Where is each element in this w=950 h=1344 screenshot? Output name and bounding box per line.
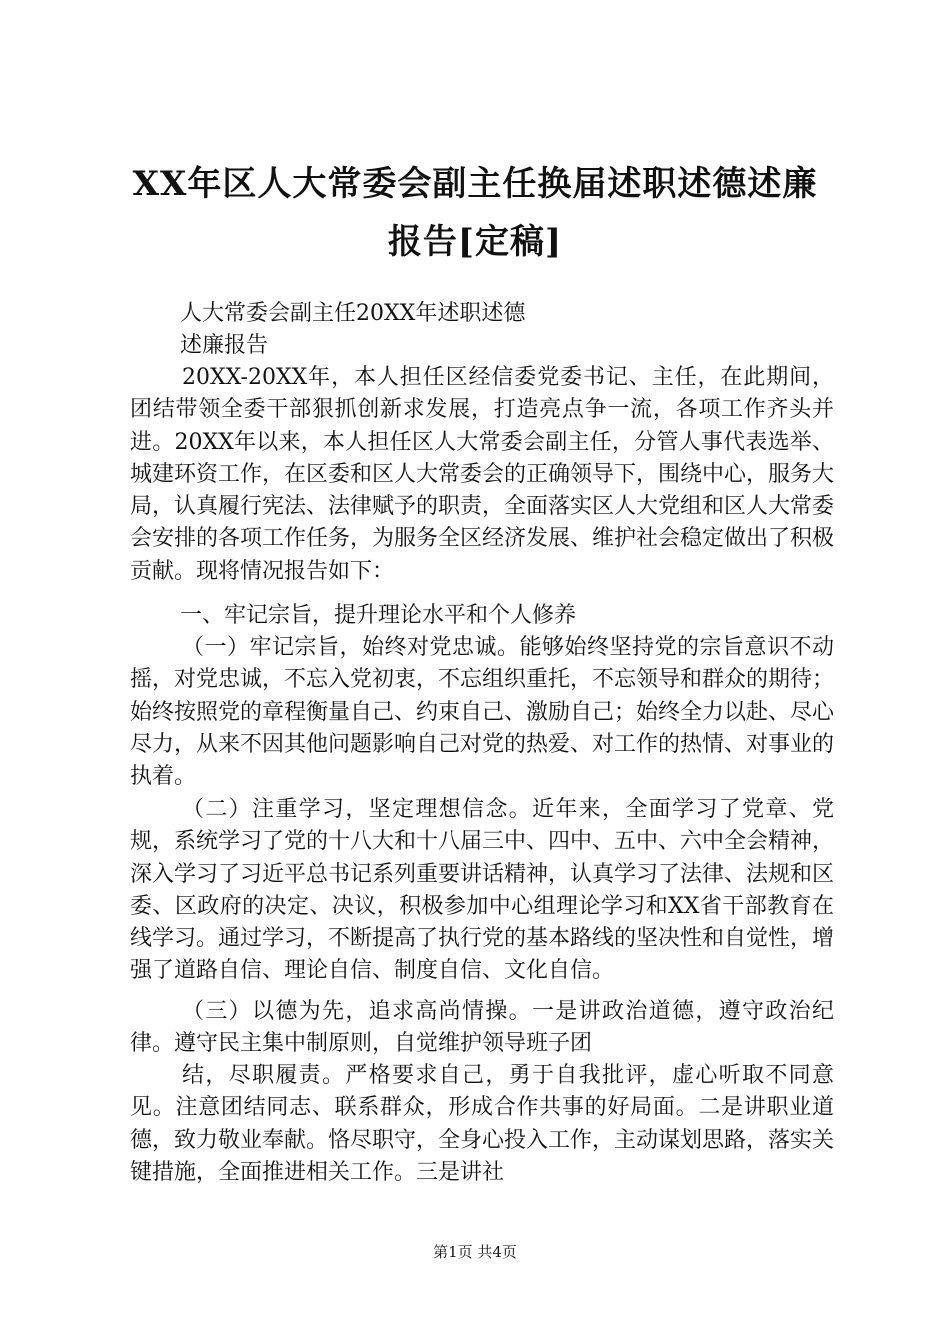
paragraph-continued: 结，尽职履责。严格要求自己，勇于自我批评，虚心听取不同意见。注意团结同志、联系群众，形成合作共事的好局面。二是讲职业道德，致力敬业奉献。恪尽职守，全身心投入工作，主动谋划思路，落实关键措施，全面推进相关工作。三是讲社 — [130, 1063, 835, 1185]
section-heading-1: 一、牢记宗旨，提升理论水平和个人修养 — [180, 603, 577, 628]
paragraph-intro: 20XX-20XX年，本人担任区经信委党委书记、主任，在此期间，团结带领全委干部狠抓创新求发展，打造亮点争一流，各项工作齐头并进。20XX年以来，本人担任区人大常委会副主任，分管人事代表选举、城建环资工作，在区委和区人大常委会的正确领导下，围绕中心，服务大局，认真履行宪法、法律赋予的职责，全面落实区人大党组和区人大常委会安排的各项工作任务，为服务全区经济发展、维护社会稳定做出了积极贡献。现将情况报告如下： — [130, 365, 835, 584]
paragraph-section-1-2: （二）注重学习，坚定理想信念。近年来，全面学习了党章、党规，系统学习了党的十八大和十八届三中、四中、五中、六中全会精神，深入学习了习近平总书记系列重要讲话精神，认真学习了法律、法规和区委、区政府的决定、决议，积极参加中心组理论学习和XX省干部教育在线学习。通过学习，不断提高了执行党的基本路线的坚决性和自觉性，增强了道路自信、理论自信、制度自信、文化自信。 — [130, 797, 835, 984]
subtitle-line-1: 人大常委会副主任20XX年述职述德 — [180, 301, 526, 326]
document-title-line-2: 报告[定稿] — [387, 222, 563, 262]
paragraph-section-1-3: （三）以德为先，追求高尚情操。一是讲政治道德，遵守政治纪律。遵守民主集中制原则，自觉维护领导班子团 — [130, 999, 834, 1057]
page-footer: 第1页 共4页 — [433, 1243, 517, 1261]
subtitle-line-2: 述廉报告 — [180, 333, 269, 358]
document-title-line-1: XX年区人大常委会副主任换届述职述德述廉 — [132, 164, 818, 204]
paragraph-section-1-1: （一）牢记宗旨，始终对党忠诚。能够始终坚持党的宗旨意识不动摇，对党忠诚，不忘入党初衷，不忘组织重托，不忘领导和群众的期待；始终按照党的章程衡量自己、约束自己、激励自己；始终全力以赴、尽心尽力，从来不因其他问题影响自己对党的热爱、对工作的热情、对事业的执着。 — [130, 635, 835, 790]
